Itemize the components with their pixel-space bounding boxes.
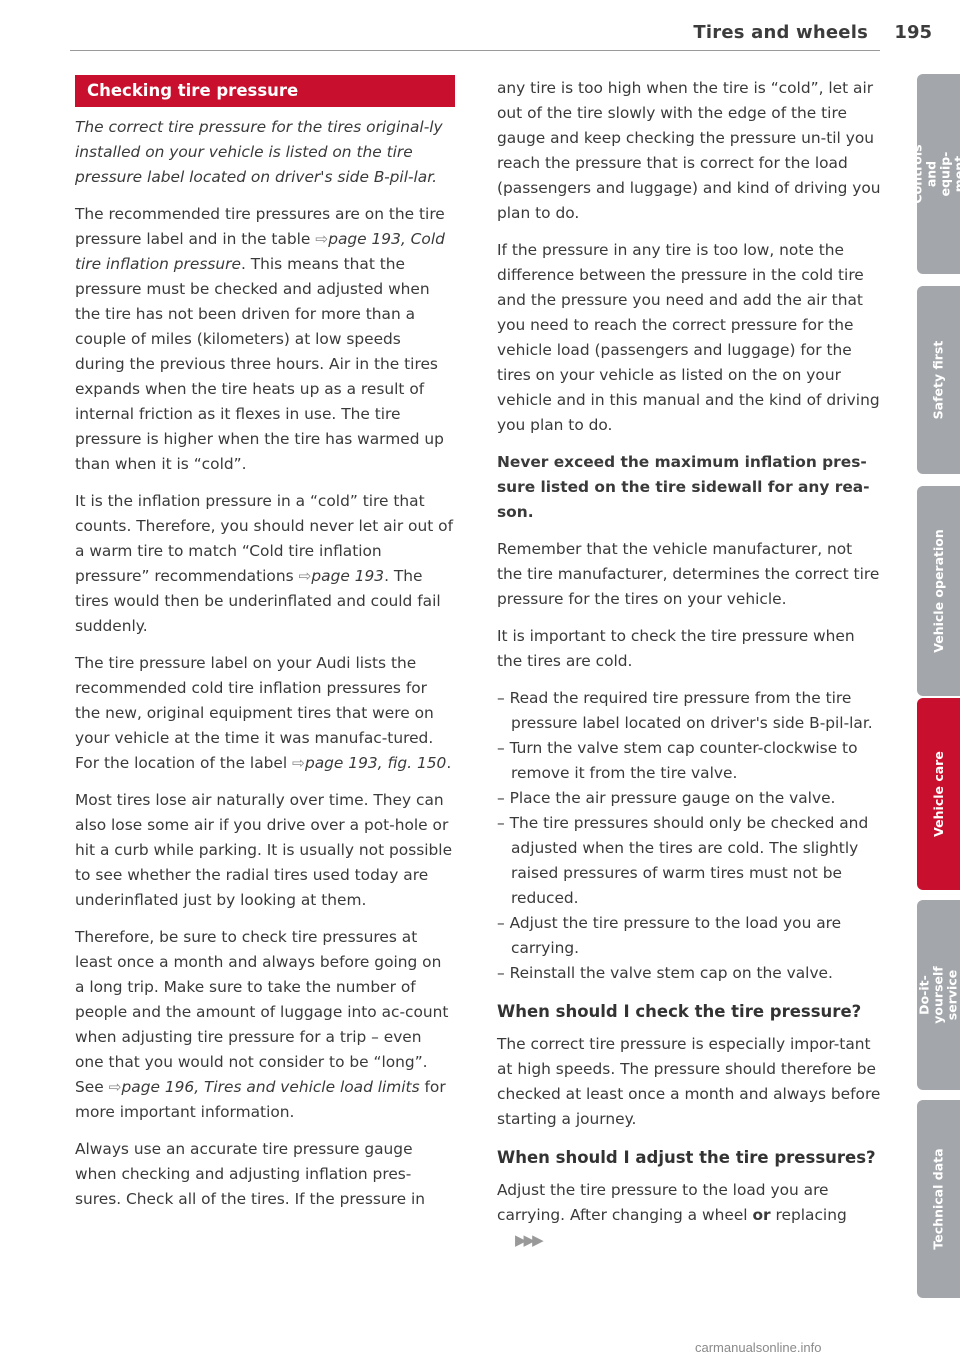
- subheading: When should I adjust the tire pressures?: [497, 1148, 876, 1167]
- paragraph: The correct tire pressure is especially impor-tant at high speeds. The pressure should therefore be checked at least once a month and always before starting a journey.: [497, 1035, 881, 1128]
- paragraph: Always use an accurate tire pressure gauge when checking and adjusting inflation pres-sures. Check all of the tires. If the pressure in: [75, 1140, 425, 1208]
- bold-text: or: [752, 1206, 771, 1224]
- paragraph: [75, 202, 455, 477]
- text: for more important information.: [75, 1078, 446, 1121]
- cross-reference-link[interactable]: [292, 754, 446, 772]
- tab-label: Controls and equip-ment: [909, 144, 967, 204]
- text: Adjust the tire pressure to the load you are carrying. After changing a wheel: [497, 1181, 829, 1224]
- tab-label: Safety first: [930, 340, 946, 420]
- paragraph: any tire is too high when the tire is “cold”, let air out of the tire slowly with the edge of the tire gauge and keep checking the pressure un-til you reach the pressure that is correct for the load (passengers and luggage) and kind of driving you plan to do.: [497, 79, 881, 222]
- cross-reference-link[interactable]: [109, 1078, 420, 1096]
- cross-reference-text: page 193, Cold tire inflation pressure: [75, 230, 445, 273]
- text: The recommended tire pressures are on the tire pressure label and in the table: [75, 205, 445, 248]
- tab-technical-data[interactable]: [917, 1100, 960, 1298]
- paragraph: It is important to check the tire pressure when the tires are cold.: [497, 627, 855, 670]
- cross-reference-text: page 196, Tires and vehicle load limits: [121, 1078, 420, 1096]
- left-column: [75, 75, 455, 1224]
- paragraph: [75, 925, 455, 1125]
- cross-reference-link[interactable]: [298, 567, 384, 585]
- tab-label: Do-it-yourself service: [916, 966, 960, 1024]
- paragraph: Remember that the vehicle manufacturer, not the tire manufacturer, determines the correct tire pressure for the tires on your vehicle.: [497, 540, 880, 608]
- arrow-right-icon: ⇨: [108, 1078, 122, 1096]
- cross-reference-text: page 193, fig. 150: [304, 754, 447, 772]
- text: It is the inflation pressure in a “cold” tire that counts. Therefore, you should never let air out of a warm tire to match “Cold tire inflation pressure” recommendations: [75, 492, 453, 585]
- tab-vehicle-care[interactable]: [917, 698, 960, 890]
- page-number: 195: [894, 22, 932, 43]
- arrow-right-icon: ⇨: [315, 230, 329, 248]
- arrow-right-icon: ⇨: [292, 754, 305, 772]
- tab-controls-and-equipment[interactable]: [909, 74, 967, 274]
- tab-do-it-yourself-service[interactable]: [917, 900, 960, 1090]
- watermark: carmanualsonline.info: [695, 1340, 822, 1355]
- list-item: – Turn the valve stem cap counter-clockwise to remove it from the tire valve.: [497, 739, 858, 782]
- list-item: – Read the required tire pressure from the tire pressure label located on driver's side B-pil-lar.: [497, 689, 873, 732]
- warning-paragraph: Never exceed the maximum inflation pres-sure listed on the tire sidewall for any rea-son.: [497, 453, 870, 521]
- tab-label: Vehicle care: [930, 751, 946, 837]
- text: .: [446, 754, 452, 772]
- paragraph: Most tires lose air naturally over time. They can also lose some air if you drive over a pot-hole or hit a curb while parking. It is usually not possible to see whether the radial tires used today are underinflated just by looking at them.: [75, 791, 453, 909]
- list-item: – Adjust the tire pressure to the load you are carrying.: [497, 914, 842, 957]
- header-rule: [70, 50, 880, 51]
- paragraph: [75, 489, 455, 639]
- list-item: – Reinstall the valve stem cap on the valve.: [497, 964, 833, 982]
- tab-label: Technical data: [930, 1148, 946, 1250]
- text: replacing: [770, 1206, 847, 1224]
- tab-label: Vehicle operation: [930, 529, 946, 653]
- text: . This means that the pressure must be checked and adjusted when the tire has not been driven for more than a couple of miles (kilometers) at low speeds during the previous three hours. Air in the tires expands when the tire heats up as a result of internal friction as it flexes in use. The tire pressure is higher when the tire has warmed up than when it is “cold”.: [75, 255, 444, 473]
- header-title: Tires and wheels: [693, 22, 868, 43]
- intro-paragraph: The correct tire pressure for the tires original-ly installed on your vehicle is listed on the tire pressure label located on driver's side B-pil-lar.: [75, 118, 443, 186]
- text: . The tires would then be underinflated and could fail suddenly.: [75, 567, 441, 635]
- tab-vehicle-operation[interactable]: [917, 486, 960, 696]
- right-column: [497, 76, 882, 1265]
- cross-reference-text: page 193: [311, 567, 385, 585]
- subheading: When should I check the tire pressure?: [497, 1002, 862, 1021]
- paragraph: If the pressure in any tire is too low, note the difference between the pressure in the cold tire and the pressure you need and add the air that you need to reach the correct pressure for the vehicle load (passengers and luggage) for the tires on your vehicle as listed on the on your vehicle and in this manual and the kind of driving you plan to do.: [497, 241, 880, 434]
- tab-safety-first[interactable]: [917, 286, 960, 474]
- continue-arrow-icon: ▶▶▶: [515, 1231, 541, 1249]
- paragraph: [75, 651, 455, 776]
- text: Therefore, be sure to check tire pressures at least once a month and always before going on a long trip. Make sure to take the number of people and the amount of luggage into ac-count when adjusting tire pressure for a trip – even one that you would not consider to be “long”. See: [75, 928, 449, 1096]
- list-item: – The tire pressures should only be checked and adjusted when the tires are cold. The slightly raised pressures of warm tires must not be reduced.: [497, 814, 869, 907]
- arrow-right-icon: ⇨: [298, 567, 312, 585]
- steps-list: [497, 686, 882, 986]
- paragraph: [497, 1178, 882, 1253]
- list-item: – Place the air pressure gauge on the valve.: [497, 789, 836, 807]
- section-heading: Checking tire pressure: [75, 75, 455, 107]
- text: The tire pressure label on your Audi lists the recommended cold tire inflation pressures for the new, original equipment tires that were on your vehicle at the time it was manufac-tured. For the location of the label: [75, 654, 434, 772]
